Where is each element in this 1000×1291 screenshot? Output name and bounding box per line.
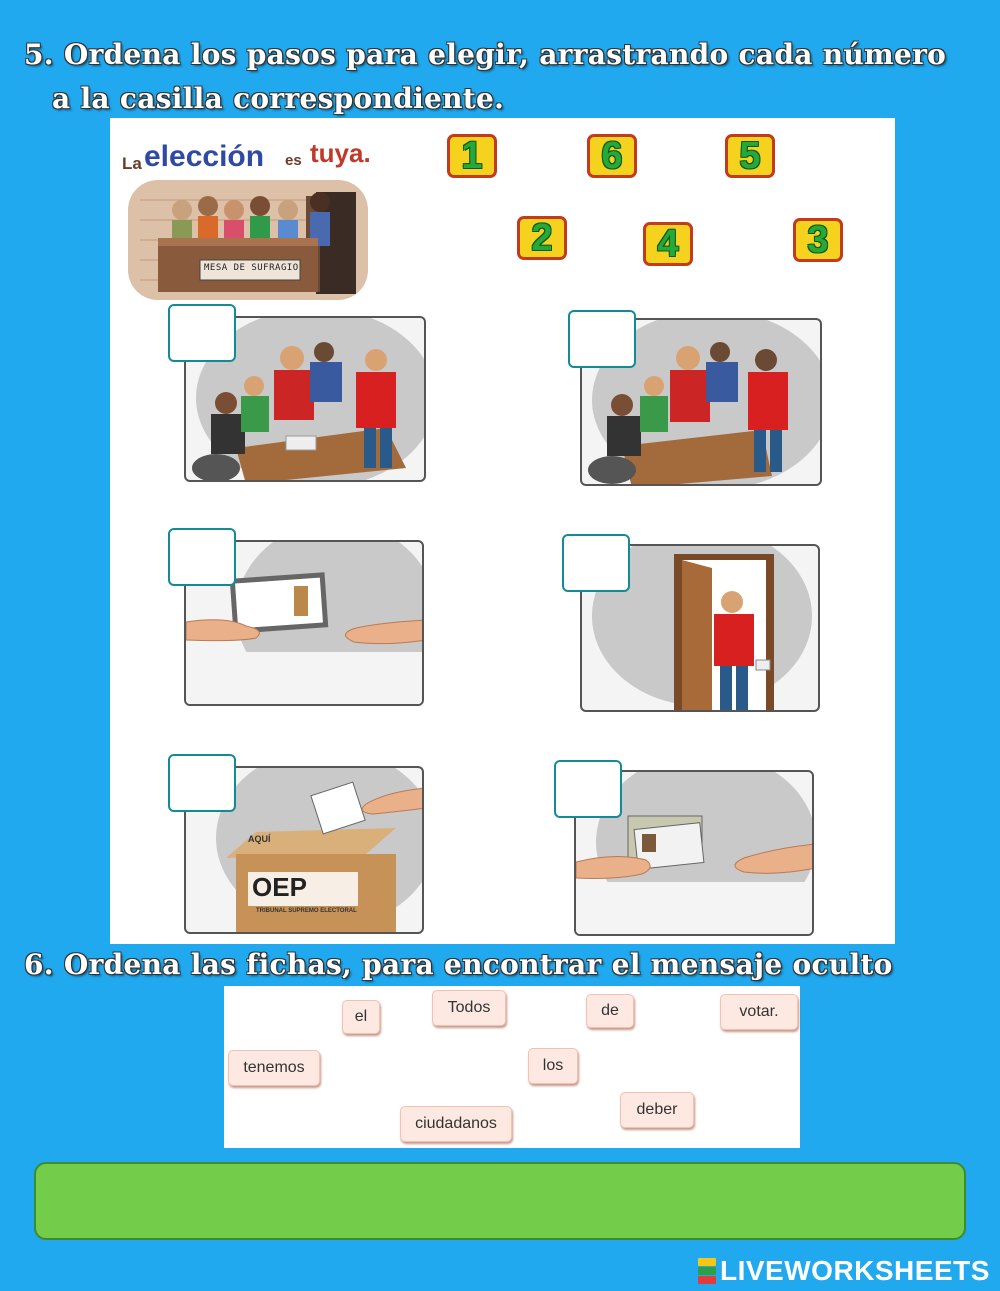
word-chip-votar[interactable]: votar. (720, 994, 798, 1030)
section6-title: 6. Ordena las fichas, para encontrar el mensaje oculto (24, 948, 893, 981)
word-chip-tenemos[interactable]: tenemos (228, 1050, 320, 1086)
word-chip-todos[interactable]: Todos (432, 990, 506, 1026)
drop-box-6[interactable] (554, 760, 622, 818)
word-chip-el[interactable]: el (342, 1000, 380, 1034)
ballot-box-caption: TRIBUNAL SUPREMO ELECTORAL (256, 908, 357, 914)
word-chip-los[interactable]: los (528, 1048, 578, 1084)
word-chip-de[interactable]: de (586, 994, 634, 1028)
liveworksheets-brand (698, 1255, 990, 1287)
illustration-word-tuya: tuya. (310, 138, 371, 168)
number-tile-4[interactable]: 4 (643, 222, 693, 266)
ballot-box-top-label: AQUÍ (248, 834, 271, 844)
drop-box-3[interactable] (168, 528, 236, 586)
brand-text: LIVEWORKSHEETS (720, 1255, 990, 1286)
number-tile-5[interactable]: 5 (725, 134, 775, 178)
word-chip-deber[interactable]: deber (620, 1092, 694, 1128)
election-title-illustration (120, 130, 382, 306)
illustration-word-es: es (285, 152, 302, 169)
number-tile-1[interactable]: 1 (447, 134, 497, 178)
drop-box-1[interactable] (168, 304, 236, 362)
number-tile-2[interactable]: 2 (517, 216, 567, 260)
liveworksheets-logo-icon (698, 1258, 716, 1284)
section5-title-line2: a la casilla correspondiente. (52, 82, 505, 115)
desk-sign-text: MESA DE SUFRAGIO (204, 263, 299, 273)
drop-box-2[interactable] (568, 310, 636, 368)
ballot-box-label: OEP (252, 872, 307, 902)
number-tile-3[interactable]: 3 (793, 218, 843, 262)
section5-title-line1: 5. Ordena los pasos para elegir, arrastrando cada número (24, 38, 947, 71)
drop-box-4[interactable] (562, 534, 630, 592)
answer-input-area[interactable] (34, 1162, 966, 1240)
section5-panel (110, 118, 895, 944)
word-chip-ciudadanos[interactable]: ciudadanos (400, 1106, 512, 1142)
illustration-word-eleccion: elección (144, 140, 265, 173)
section6-panel (224, 986, 800, 1148)
drop-box-5[interactable] (168, 754, 236, 812)
illustration-word-la: La (122, 154, 142, 173)
number-tile-6[interactable]: 6 (587, 134, 637, 178)
